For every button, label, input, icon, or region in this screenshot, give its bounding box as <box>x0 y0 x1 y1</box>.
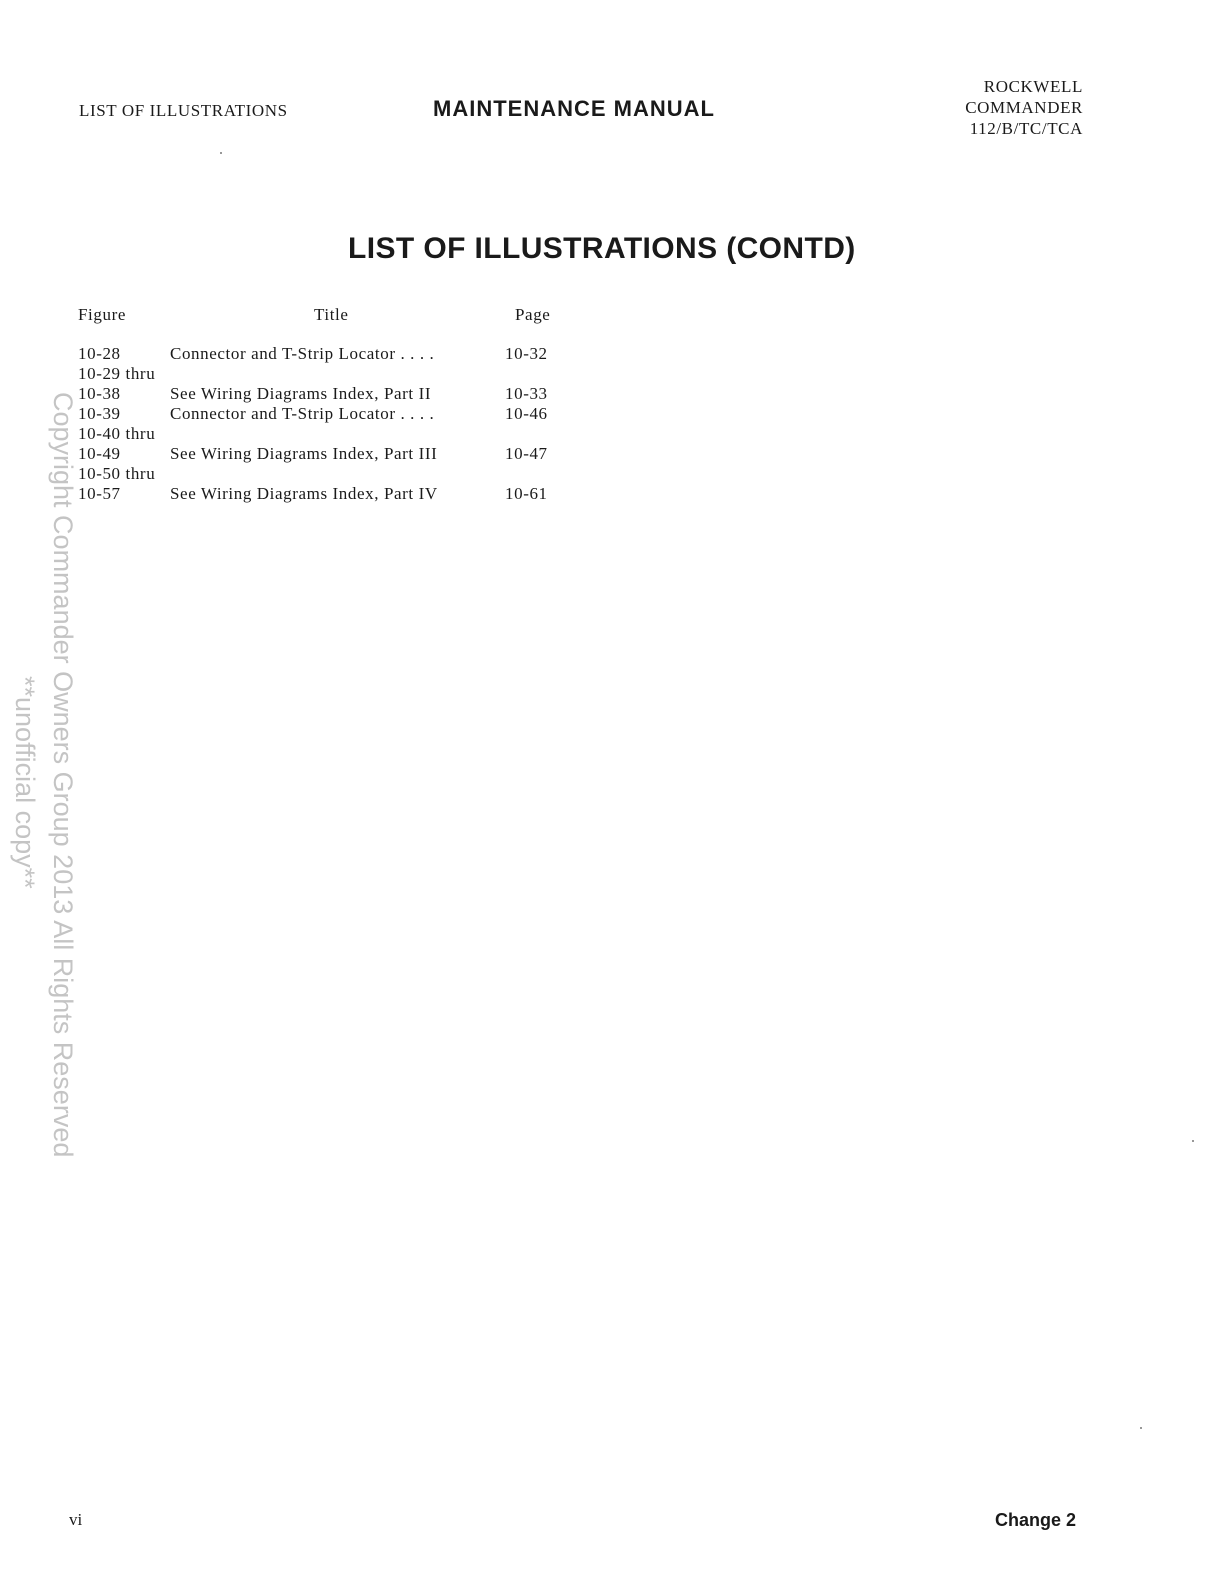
list-item <box>78 344 568 364</box>
figure-number: 10-49 <box>78 444 121 463</box>
figure-title: Connector and T-Strip Locator . . . . <box>170 344 435 363</box>
list-item <box>78 444 568 464</box>
list-item <box>78 404 568 424</box>
figure-title: See Wiring Diagrams Index, Part II <box>170 384 432 403</box>
page-number: 10-46 <box>505 404 548 423</box>
figure-number: 10-28 <box>78 344 121 363</box>
figure-number: 10-29 thru <box>78 364 156 383</box>
illustrations-list <box>78 344 568 504</box>
scan-speck <box>1140 1427 1142 1429</box>
list-item <box>78 464 568 484</box>
list-item <box>78 384 568 404</box>
running-header-aircraft <box>965 76 1083 139</box>
page-folio: vi <box>69 1510 83 1529</box>
figure-title: Connector and T-Strip Locator . . . . <box>170 404 435 423</box>
header-right-line: ROCKWELL <box>983 77 1083 96</box>
list-item <box>78 364 568 384</box>
figure-title: See Wiring Diagrams Index, Part III <box>170 444 438 463</box>
scan-speck <box>220 152 222 154</box>
header-right-line: COMMANDER <box>965 98 1083 117</box>
figure-number: 10-57 <box>78 484 121 503</box>
running-header-manual-title: MAINTENANCE MANUAL <box>433 96 715 121</box>
scan-speck <box>1192 1140 1194 1142</box>
figure-number: 10-50 thru <box>78 464 156 483</box>
list-item <box>78 424 568 444</box>
page-number: 10-32 <box>505 344 548 363</box>
header-right-line: 112/B/TC/TCA <box>969 119 1083 138</box>
page-title: LIST OF ILLUSTRATIONS (CONTD) <box>348 232 856 265</box>
column-header-title: Title <box>314 305 349 324</box>
column-header-figure: Figure <box>78 305 126 324</box>
figure-number: 10-40 thru <box>78 424 156 443</box>
page-number: 10-33 <box>505 384 548 403</box>
watermark-unofficial-text: **unofficial copy** <box>10 676 40 889</box>
figure-number: 10-39 <box>78 404 121 423</box>
figure-number: 10-38 <box>78 384 121 403</box>
watermark-copyright-text: Copyright Commander Owners Group 2013 All Rights Reserved <box>48 392 78 1158</box>
running-header-section: LIST OF ILLUSTRATIONS <box>79 101 288 120</box>
change-notice: Change 2 <box>994 1510 1076 1530</box>
figure-title: See Wiring Diagrams Index, Part IV <box>170 484 438 503</box>
page-number: 10-61 <box>505 484 548 503</box>
list-item <box>78 484 568 504</box>
column-header-page: Page <box>515 305 551 324</box>
page-number: 10-47 <box>505 444 548 463</box>
